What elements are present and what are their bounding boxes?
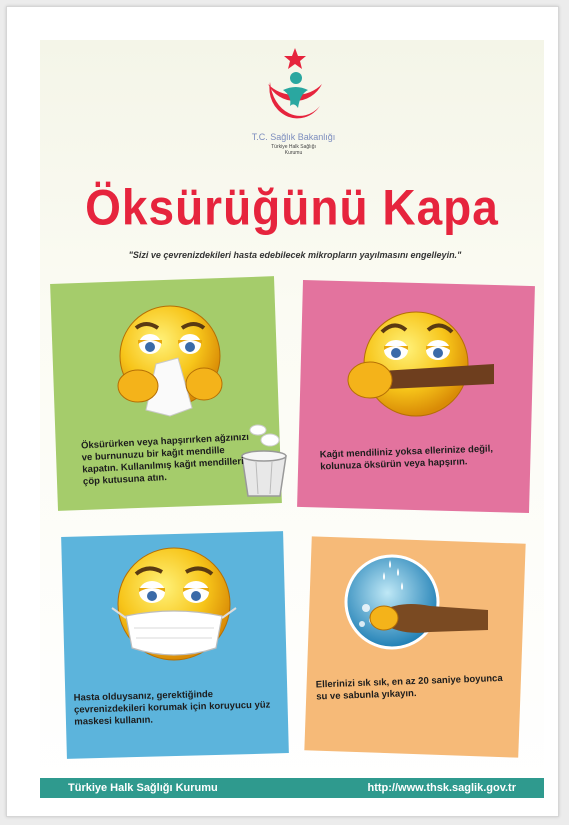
ministry-name: T.C. Sağlık Bakanlığı: [251, 132, 336, 142]
tissue-face-icon: [108, 298, 238, 428]
institute-name: [226, 144, 361, 156]
panel-handwash-text: Ellerinizi sık sık, en az 20 saniye boyunca su ve sabunla yıkayın.: [315, 672, 503, 703]
mask-face-icon: [104, 540, 244, 680]
panel-elbow-text: Kağıt mendiliniz yoksa ellerinize değil, kolunuza öksürün veya hapşırın.: [319, 443, 494, 473]
footer-bar: [40, 778, 544, 798]
institute-line-1: Türkiye Halk Sağlığı: [271, 144, 316, 150]
institute-line-2: Kurumu: [284, 150, 303, 156]
poster-subtitle: "Sizi ve çevrenizdekileri hasta edebilecek mikropların yayılmasını engelleyin.": [128, 250, 462, 260]
footer-institute: Türkiye Halk Sağlığı Kurumu: [68, 782, 218, 794]
panel-tissue-text: Öksürürken veya hapşırırken ağzınızı ve burnunuzu bir kağıt mendille kapatın. Kullanılmış kağıt mendilleri çöp kutusuna atın.: [80, 431, 250, 488]
poster: [40, 40, 544, 802]
elbow-cough-face-icon: [344, 302, 494, 432]
ministry-logo-icon: [250, 46, 340, 142]
poster-title: Öksürüğünü Kapa: [85, 178, 499, 236]
panel-mask-text: Hasta olduysanız, gerektiğinde çevrenizdekileri korumak için koruyucu yüz maskesi kullanın.: [73, 688, 271, 728]
hand-washing-icon: [340, 550, 490, 660]
footer-url-link[interactable]: http://www.thsk.saglik.gov.tr: [367, 782, 516, 794]
document-frame: [6, 6, 559, 817]
